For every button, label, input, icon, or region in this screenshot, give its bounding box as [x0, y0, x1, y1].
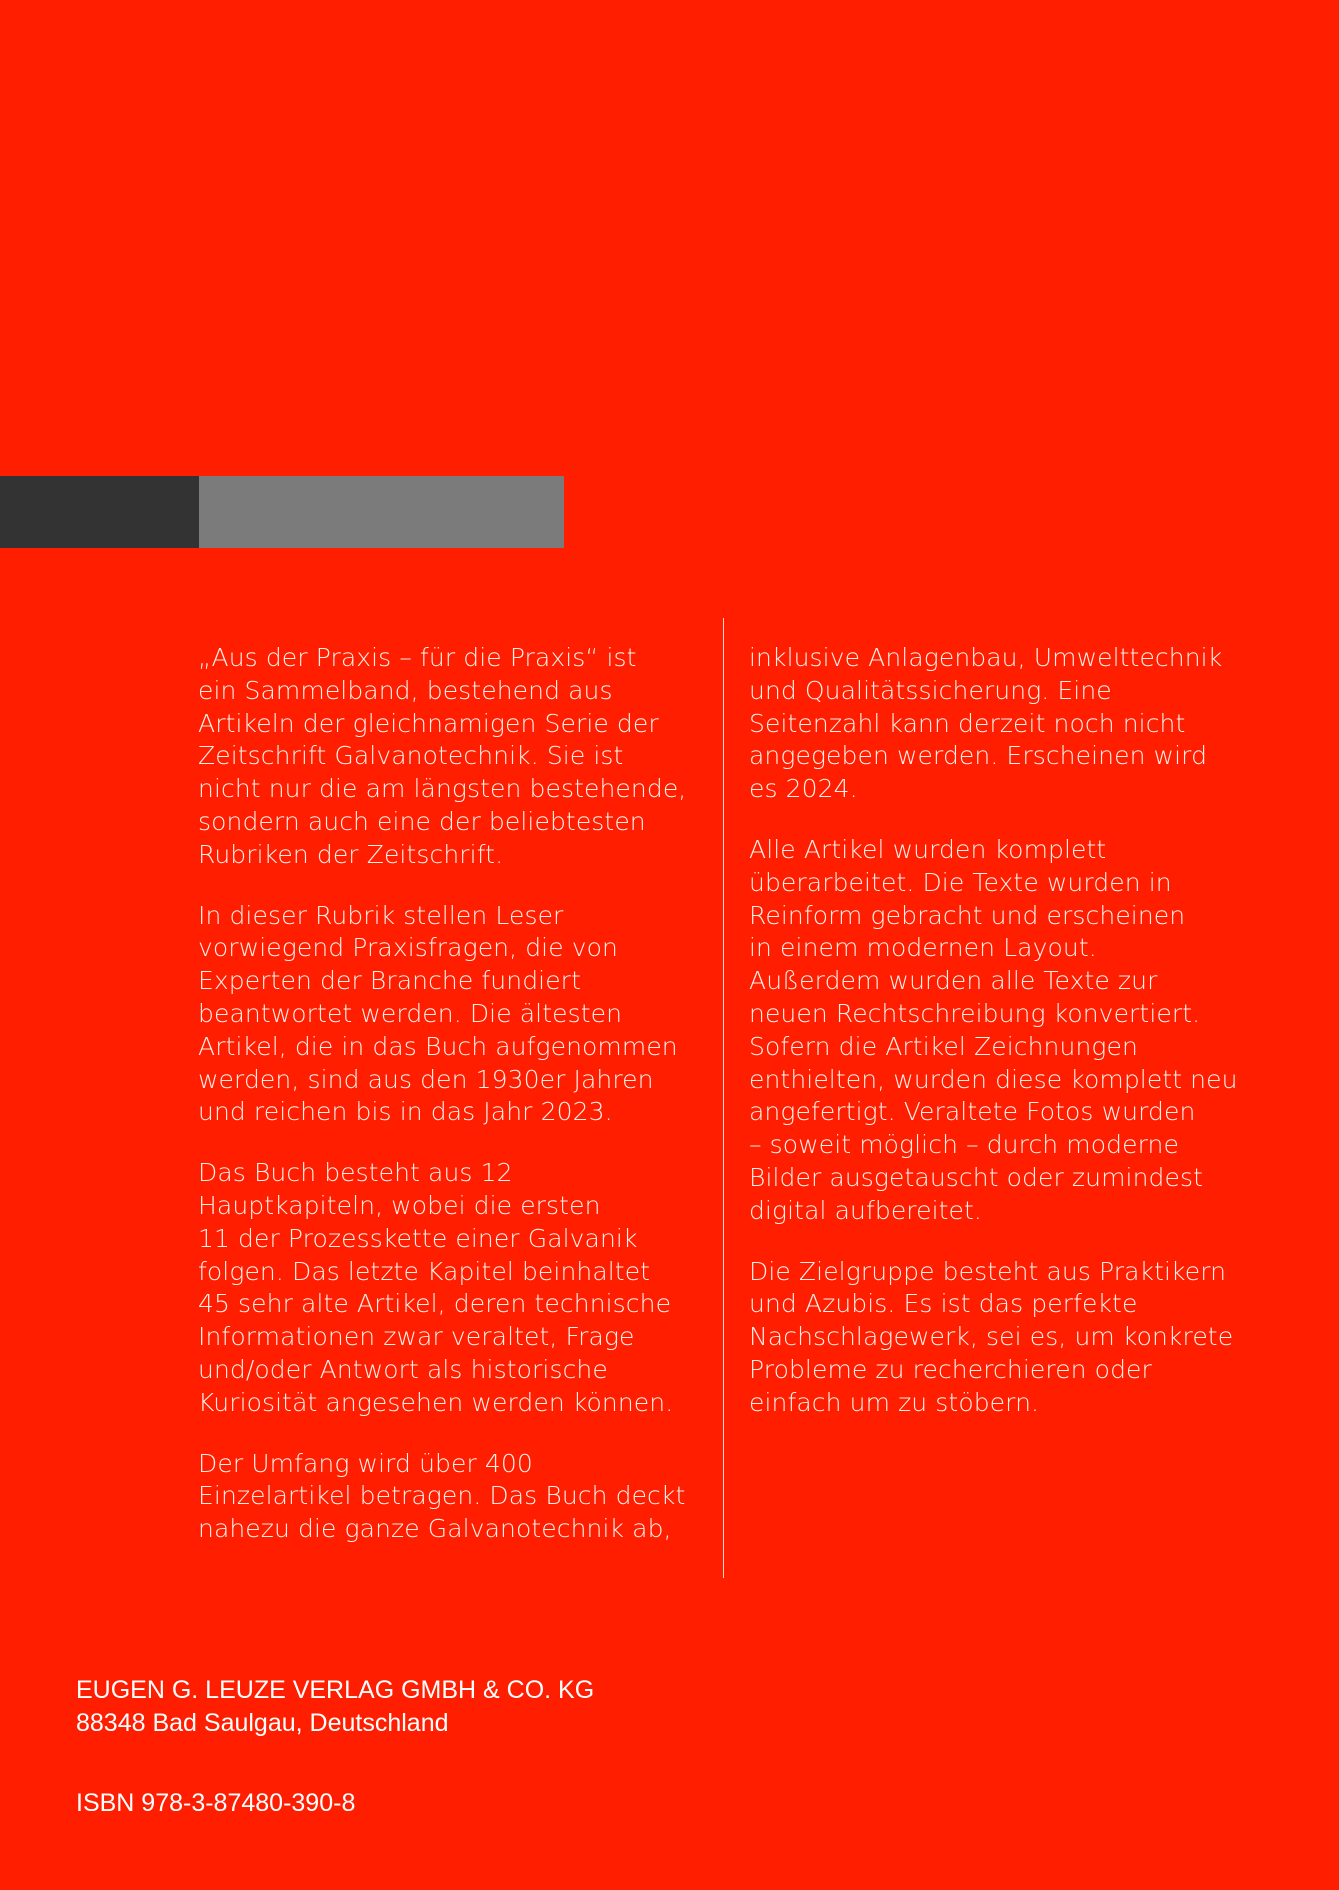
isbn-number: ISBN 978-3-87480-390-8 [76, 1789, 356, 1817]
description-column-left [198, 642, 728, 1574]
description-column-right [749, 642, 1319, 1448]
decorative-bar-gray [199, 476, 564, 548]
paragraph-intro: „Aus der Praxis – für die Praxis“ ist ein Sammelband, bestehend aus Artikeln der gleichnamigen Serie der Zeitschrift Galvanotechnik. Sie ist nicht nur die am längsten bestehende, sondern auch eine der beliebtesten Rubriken der Zeitschrift. [198, 643, 687, 869]
paragraph-scope: Der Umfang wird über 400 Einzelartikel betragen. Das Buch deckt nahezu die ganze Galvanotechnik ab, [198, 1448, 686, 1544]
paragraph-audience: Die Zielgruppe besteht aus Praktikern und Azubis. Es ist das perfekte Nachschlagewerk, sei es, um konkrete Probleme zu recherchieren oder einfach um zu stöbern. [749, 1256, 1234, 1417]
paragraph-scope-continued: inklusive Anlagenbau, Umwelttechnik und Qualitätssicherung. Eine Seitenzahl kann derzeit noch nicht angegeben werden. Erscheinen wird es 2024. [749, 643, 1223, 804]
column-divider [723, 618, 724, 1578]
publisher-block [76, 1674, 594, 1740]
paragraph-chapters: Das Buch besteht aus 12 Hauptkapiteln, wobei die ersten 11 der Prozesskette einer Galvanik folgen. Das letzte Kapitel beinhaltet 45 sehr alte Artikel, deren technische Informationen zwar veraltet, Frage und/oder Antwort als historische Kuriosität angesehen werden können. [198, 1158, 674, 1417]
publisher-name: EUGEN G. LEUZE VERLAG GMBH & CO. KG [76, 1676, 595, 1704]
paragraph-rubric: In dieser Rubrik stellen Leser vorwiegend Praxisfragen, die von Experten der Branche fundiert beantwortet werden. Die ältesten Artikel, die in das Buch aufgenommen werden, sind aus den 1930er Jahren und reichen bis in das Jahr 2023. [198, 900, 678, 1127]
paragraph-revision: Alle Artikel wurden komplett überarbeitet. Die Texte wurden in Reinform gebracht und erscheinen in einem modernen Layout. Außerdem wurden alle Texte zur neuen Rechtschreibung konvertiert. Sofern die Artikel Zeichnungen enthielten, wurden diese komplett neu angefertigt. Veraltete Fotos wurden – soweit möglich – durch moderne Bilder ausgetauscht oder zumindest digital aufbereitet. [749, 834, 1238, 1225]
decorative-bar-dark [0, 476, 199, 548]
publisher-address: 88348 Bad Saulgau, Deutschland [76, 1709, 449, 1737]
